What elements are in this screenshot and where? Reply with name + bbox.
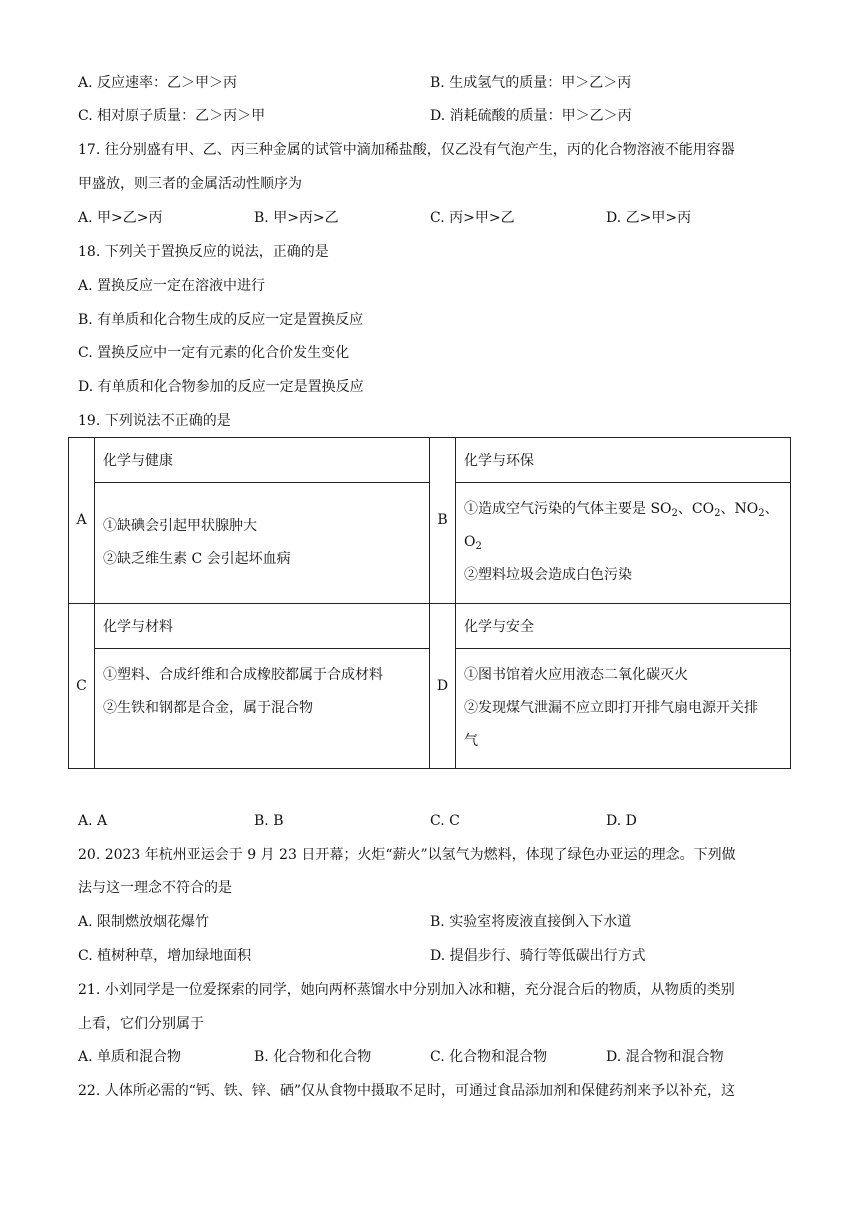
q19-d-line2-cont: 气 xyxy=(464,732,478,749)
q19-d-line2: ②发现煤气泄漏不应立即打开排气扇电源开关排 xyxy=(464,699,758,716)
q19-option-d: D. D xyxy=(606,813,637,829)
q19-stem: 19. 下列说法不正确的是 xyxy=(78,413,231,429)
q20-option-c: C. 植树种草，增加绿地面积 xyxy=(78,948,252,964)
q21-option-b: B. 化合物和化合物 xyxy=(254,1049,372,1065)
q20-stem-line1: 20. 2023 年杭州亚运会于 9 月 23 日开幕；火炬“薪火”以氢气为燃料，体现了绿色办亚运的理念。下列做 xyxy=(78,847,736,863)
q19-row-letter-c: C xyxy=(69,603,95,769)
q19-a-line1: ①缺碘会引起甲状腺肿大 xyxy=(103,517,257,534)
q19-b-content xyxy=(456,483,791,604)
q21-option-c: C. 化合物和混合物 xyxy=(430,1049,548,1065)
q21-stem-line1: 21. 小刘同学是一位爱探索的同学，她向两杯蒸馏水中分别加入冰和糖，充分混合后的物质，从物质的类别 xyxy=(78,982,735,998)
q19-c-content xyxy=(95,648,430,769)
q18-stem: 18. 下列关于置换反应的说法，正确的是 xyxy=(78,244,329,260)
q19-d-title: 化学与安全 xyxy=(456,603,791,648)
q19-row-letter-b: B xyxy=(430,438,456,604)
q20-option-d: D. 提倡步行、骑行等低碳出行方式 xyxy=(430,948,646,964)
q19-table xyxy=(68,437,791,769)
q16-option-d: D. 消耗硫酸的质量：甲＞乙＞丙 xyxy=(430,108,632,124)
q20-stem-line2: 法与这一理念不符合的是 xyxy=(78,880,232,896)
q19-option-a: A. A xyxy=(78,813,108,829)
q19-b-title: 化学与环保 xyxy=(456,438,791,483)
q19-a-content xyxy=(95,483,430,604)
q19-c-line1: ①塑料、合成纤维和合成橡胶都属于合成材料 xyxy=(103,666,383,683)
q18-option-d: D. 有单质和化合物参加的反应一定是置换反应 xyxy=(78,379,364,395)
q19-option-b: B. B xyxy=(254,813,284,829)
q17-option-b: B. 甲>丙>乙 xyxy=(254,210,339,226)
q19-b-line1-cont: $O_2$ xyxy=(464,534,482,553)
q16-option-b: B. 生成氢气的质量：甲＞乙＞丙 xyxy=(430,75,632,91)
q21-option-d: D. 混合物和混合物 xyxy=(606,1049,724,1065)
q22-stem-line1: 22. 人体所必需的“钙、铁、锌、硒”仅从食物中摄取不足时，可通过食品添加剂和保健药剂来予以补充，这 xyxy=(78,1083,736,1099)
q18-option-b: B. 有单质和化合物生成的反应一定是置换反应 xyxy=(78,312,364,328)
q17-stem-line1: 17. 往分别盛有甲、乙、丙三种金属的试管中滴加稀盐酸，仅乙没有气泡产生，丙的化合物溶液不能用容器 xyxy=(78,142,735,158)
q19-c-line2: ②生铁和钢都是合金，属于混合物 xyxy=(103,699,313,716)
q17-option-a: A. 甲>乙>丙 xyxy=(78,210,163,226)
q19-row-letter-d: D xyxy=(430,603,456,769)
q18-option-c: C. 置换反应中一定有元素的化合价发生变化 xyxy=(78,345,350,361)
q17-stem-line2: 甲盛放，则三者的金属活动性顺序为 xyxy=(78,176,302,192)
q17-option-d: D. 乙>甲>丙 xyxy=(606,210,692,226)
q19-d-line1: ①图书馆着火应用液态二氧化碳灭火 xyxy=(464,666,688,683)
q19-a-line2: ②缺乏维生素 C 会引起坏血病 xyxy=(103,550,291,567)
q20-option-a: A. 限制燃放烟花爆竹 xyxy=(78,914,210,930)
q19-b-line2: ②塑料垃圾会造成白色污染 xyxy=(464,567,632,584)
q16-option-c: C. 相对原子质量：乙＞丙＞甲 xyxy=(78,108,266,124)
q21-stem-line2: 上看，它们分别属于 xyxy=(78,1016,204,1032)
q19-d-content xyxy=(456,648,791,769)
q19-c-title: 化学与材料 xyxy=(95,603,430,648)
q19-b-line1: ①造成空气污染的气体主要是 $SO_2$、$CO_2$、$NO_2$、 xyxy=(464,501,779,520)
q20-option-b: B. 实验室将废液直接倒入下水道 xyxy=(430,914,632,930)
q19-row-letter-a: A xyxy=(69,438,95,604)
q19-option-c: C. C xyxy=(430,813,460,829)
q17-option-c: C. 丙>甲>乙 xyxy=(430,210,515,226)
q18-option-a: A. 置换反应一定在溶液中进行 xyxy=(78,278,266,294)
q16-option-a: A. 反应速率：乙＞甲＞丙 xyxy=(78,75,238,91)
q19-a-title: 化学与健康 xyxy=(95,438,430,483)
q21-option-a: A. 单质和混合物 xyxy=(78,1049,182,1065)
